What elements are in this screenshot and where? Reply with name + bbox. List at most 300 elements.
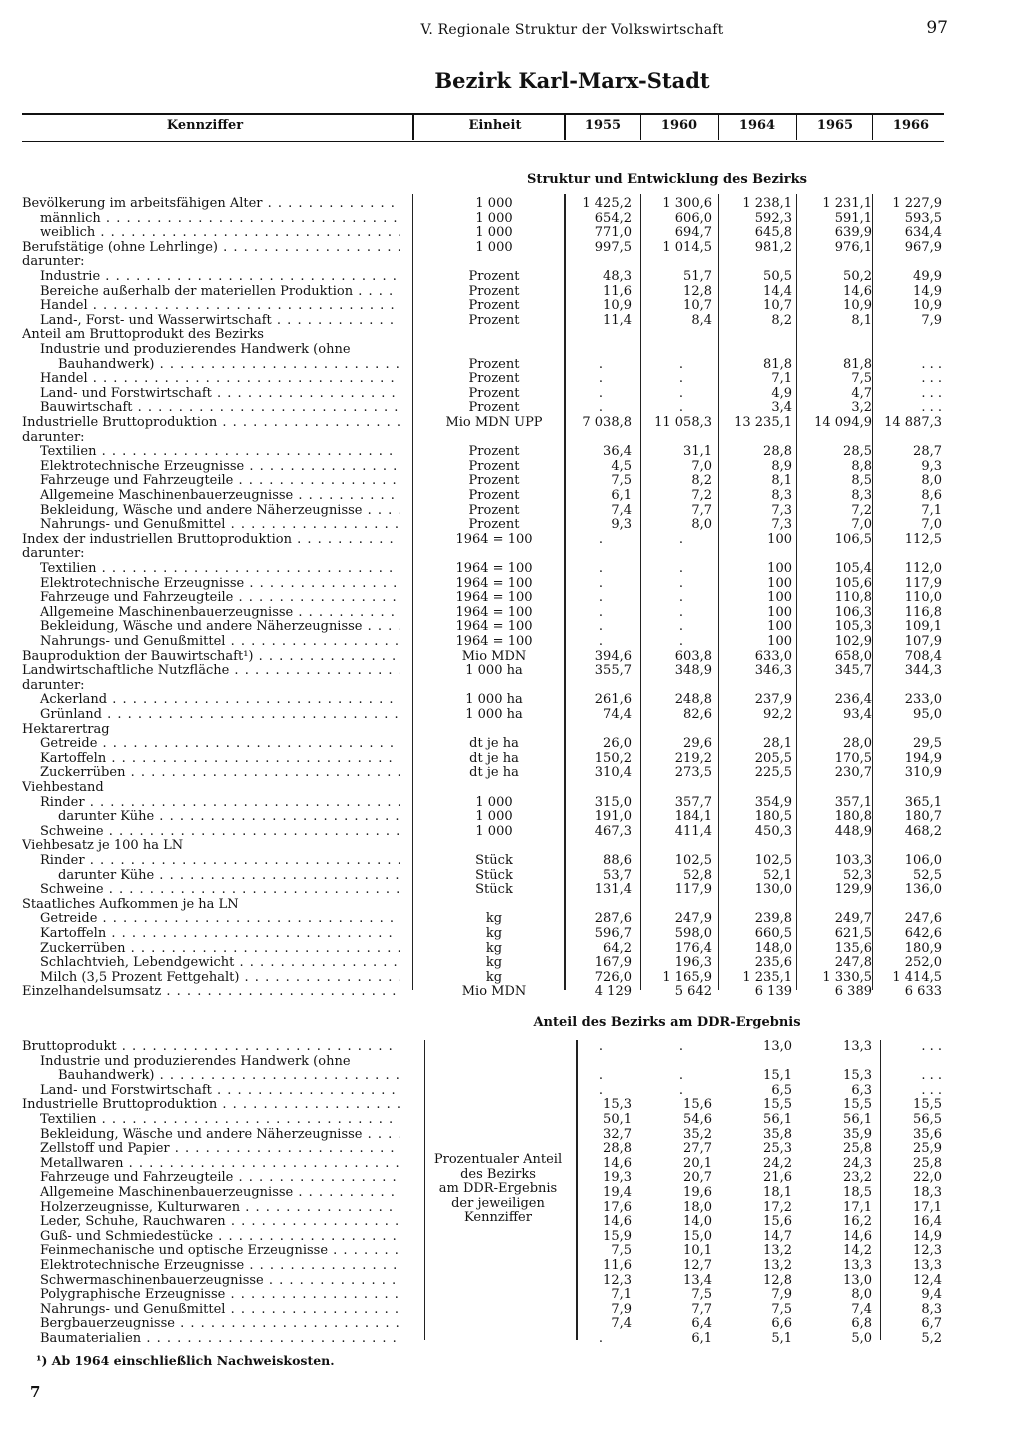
cell-value-1955: 15,9 [603,1228,632,1244]
row-unit: Mio MDN [461,984,527,1000]
row-unit: 1964 = 100 [455,561,533,576]
table-row [0,533,1024,548]
cell-value-1964: 354,9 [754,794,792,810]
cell-value-1955: 14,6 [603,1214,632,1230]
cell-value-1960: 54,6 [683,1112,712,1127]
cell-value-1955: 315,0 [594,794,632,810]
row-label: Grünland . . . [22,708,400,723]
row-label: Elektrotechnische Erzeugnisse . . . [22,460,400,475]
row-unit: 1964 = 100 [455,575,533,591]
cell-value-1960: 102,5 [674,853,712,868]
row-label: Staatliches Aufkommen je ha LN [22,897,239,912]
cell-value-1966: . . . [921,400,942,416]
cell-value-1955: 14,6 [603,1155,632,1171]
cell-value-1964: 13,2 [763,1243,792,1259]
row-label: Berufstätige (ohne Lehrlinge) . . . [22,241,400,256]
row-label: Allgemeine Maschinenbauerzeugnisse . . . [22,606,400,621]
cell-value-1955: 11,6 [603,283,632,299]
cell-value-1966: 247,6 [904,911,942,927]
cell-value-1964: 235,6 [754,955,792,971]
cell-value-1965: 6 389 [834,984,872,1000]
row-unit: dt je ha [469,750,519,766]
cell-value-1966: 252,0 [904,955,942,971]
cell-value-1955: 7,4 [611,1316,632,1332]
cell-value-1955: 394,6 [594,648,632,664]
header-bottom-rule [22,141,944,142]
share-unit-line: am DDR-Ergebnis [438,1181,558,1197]
row-unit: 1 000 [475,225,513,241]
cell-value-1964: 15,5 [763,1097,792,1113]
cell-value-1960: 411,4 [674,823,712,839]
cell-value-1960: . [678,604,684,620]
cell-value-1964: 100 [767,604,792,620]
cell-value-1964: 6,5 [771,1082,792,1098]
share-unit-line: Prozentualer Anteil [433,1152,563,1167]
cell-value-1965: 8,1 [851,312,872,328]
row-unit: Prozent [468,502,520,518]
cell-value-1965: 345,7 [834,663,872,679]
table-row [0,1084,1024,1099]
cell-value-1960: . [678,1068,684,1084]
table-row [0,299,1024,314]
row-label: männlich . . . [22,212,400,227]
cell-value-1955: . [598,385,604,401]
table-row [0,358,1024,373]
row-label: Nahrungs- und Genußmittel . . . [22,1303,400,1318]
table-row [0,1201,1024,1216]
cell-value-1960: . [678,356,684,372]
cell-value-1955: 355,7 [594,663,632,679]
cell-value-1965: 10,9 [843,298,872,314]
cell-value-1966: 56,5 [913,1112,942,1127]
row-label: Bekleidung, Wäsche und andere Näherzeugnisse . . . [22,620,400,635]
table-row [0,693,1024,708]
cell-value-1966: 233,0 [904,692,942,708]
cell-value-1955: 287,6 [594,911,632,927]
cell-value-1966: 344,3 [904,663,942,679]
cell-value-1964: 8,3 [771,488,792,503]
cell-value-1960: . [678,634,684,649]
cell-value-1964: 8,2 [771,312,792,328]
row-label: Kartoffeln . . . [22,927,400,942]
cell-value-1964: 28,8 [763,444,792,460]
cell-value-1965: 35,9 [843,1126,872,1142]
cell-value-1964: 50,5 [763,269,792,284]
row-label: weiblich . . . [22,226,400,241]
row-label: Einzelhandelsumsatz . . . [22,985,400,1000]
row-unit: Stück [475,853,513,868]
table-row [0,401,1024,416]
section-title-structure: Struktur und Entwicklung des Bezirks [527,172,807,187]
table-row [0,679,1024,694]
row-label: Bauwirtschaft . . . [22,401,400,416]
cell-value-1955: 150,2 [594,750,632,766]
cell-value-1966: 136,0 [904,882,942,898]
row-label: Industrie . . . [22,270,400,285]
row-label: Handel . . . [22,372,400,387]
cell-value-1966: 116,8 [904,604,942,620]
row-unit: Prozent [468,312,520,328]
cell-value-1964: 148,0 [754,940,792,956]
row-label: Ackerland . . . [22,693,400,708]
cell-value-1964: 100 [767,561,792,576]
row-label: Getreide . . . [22,912,400,927]
cell-value-1965: 6,8 [851,1316,872,1332]
cell-value-1960: . [678,619,684,635]
cell-value-1966: 95,0 [913,707,942,722]
table-row [0,372,1024,387]
row-label: Bevölkerung im arbeitsfähigen Alter . . . [22,197,400,212]
cell-value-1955: 771,0 [594,225,632,241]
cell-value-1955: . [598,531,604,547]
row-label: Rinder . . . [22,796,400,811]
table-row [0,883,1024,898]
cell-value-1965: 106,3 [834,604,872,620]
cell-value-1960: 13,4 [683,1272,712,1288]
cell-value-1965: 106,5 [834,531,872,547]
cell-value-1964: 7,3 [771,517,792,533]
page-title: Bezirk Karl-Marx-Stadt [434,68,710,93]
row-label: Allgemeine Maschinenbauerzeugnisse . . . [22,489,400,504]
row-label: darunter Kühe . . . [22,810,400,825]
table-row [0,854,1024,869]
cell-value-1960: 7,7 [691,1301,712,1317]
cell-value-1955: 50,1 [603,1112,632,1127]
row-unit: Prozent [468,371,520,387]
cell-value-1966: 365,1 [904,794,942,810]
cell-value-1964: 1 238,1 [742,196,792,211]
table-row [0,664,1024,679]
cell-value-1966: 112,0 [904,561,942,576]
cell-value-1966: 1 227,9 [892,196,942,211]
table-row [0,1040,1024,1055]
row-unit: 1 000 ha [465,663,523,679]
cell-value-1960: 598,0 [674,926,712,941]
row-label: Bauhandwerk) . . . [22,1069,400,1084]
cell-value-1964: 633,0 [754,648,792,664]
table-row [0,796,1024,811]
cell-value-1955: 596,7 [594,926,632,941]
cell-value-1960: . [678,1082,684,1098]
row-label: Nahrungs- und Genußmittel . . . [22,635,400,650]
cell-value-1965: 52,3 [843,867,872,883]
cell-value-1960: 20,7 [683,1170,712,1186]
cell-value-1955: 15,3 [603,1097,632,1113]
cell-value-1966: 17,1 [913,1199,942,1215]
row-unit: Mio MDN UPP [445,415,543,430]
row-label: Zuckerrüben . . . [22,942,400,957]
cell-value-1966: . . . [921,1068,942,1084]
cell-value-1965: 14,6 [843,283,872,299]
cell-value-1964: 92,2 [763,707,792,722]
row-unit: Prozent [468,517,520,533]
cell-value-1965: 7,0 [851,517,872,533]
share-unit-line: der jeweiligen [451,1195,545,1211]
cell-value-1965: 14,2 [843,1243,872,1259]
cell-value-1965: 16,2 [843,1214,872,1230]
table-row [0,869,1024,884]
cell-value-1966: 8,0 [921,473,942,489]
cell-value-1960: . [678,575,684,591]
cell-value-1955: 7,5 [611,473,632,489]
cell-value-1965: 8,8 [851,458,872,474]
cell-value-1955: 88,6 [603,853,632,868]
table-row [0,1113,1024,1128]
cell-value-1960: 1 300,6 [662,196,712,211]
table-row [0,416,1024,431]
cell-value-1955: 7,4 [611,502,632,518]
cell-value-1955: 11,6 [603,1258,632,1273]
row-unit: Prozent [468,473,520,489]
cell-value-1960: 603,8 [674,648,712,664]
cell-value-1960: 1 014,5 [662,239,712,255]
table-row [0,620,1024,635]
cell-value-1964: 239,8 [754,911,792,927]
cell-value-1966: 310,9 [904,765,942,781]
column-separator [412,114,414,140]
cell-value-1966: 25,9 [913,1141,942,1157]
row-label: Feinmechanische und optische Erzeugnisse . . . [22,1244,400,1259]
table-row [0,212,1024,227]
table-row [0,766,1024,781]
cell-value-1965: 105,6 [834,575,872,591]
cell-value-1955: 7,9 [611,1301,632,1317]
cell-value-1966: 15,5 [913,1097,942,1113]
cell-value-1965: 247,8 [834,955,872,971]
row-unit: kg [485,940,503,956]
table-row [0,708,1024,723]
row-label: Hektarertrag [22,722,110,737]
cell-value-1960: 357,7 [674,794,712,810]
table-row [0,956,1024,971]
cell-value-1964: 225,5 [754,765,792,781]
cell-value-1965: 357,1 [834,794,872,810]
cell-value-1966: 7,9 [921,312,942,328]
row-label: Guß- und Schmiedestücke . . . [22,1230,400,1245]
row-label: Baumaterialien . . . [22,1332,400,1347]
cell-value-1965: 976,1 [834,239,872,255]
row-label: Textilien . . . [22,1113,400,1128]
cell-value-1964: 12,8 [763,1272,792,1288]
cell-value-1960: 11 058,3 [654,415,712,430]
table-row [0,1098,1024,1113]
column-header-year: 1964 [738,118,776,133]
cell-value-1966: . . . [921,356,942,372]
row-unit: 1 000 [475,794,513,810]
cell-value-1964: 1 235,1 [742,969,792,985]
table-row [0,810,1024,825]
cell-value-1965: 14,6 [843,1228,872,1244]
cell-value-1966: 180,9 [904,940,942,956]
cell-value-1966: 5,2 [921,1331,942,1346]
row-unit: Stück [475,867,513,883]
cell-value-1955: 12,3 [603,1272,632,1288]
cell-value-1960: . [678,371,684,387]
cell-value-1960: 5 642 [674,984,712,1000]
cell-value-1964: 4,9 [771,385,792,401]
cell-value-1955: 36,4 [603,444,632,460]
row-unit: 1 000 [475,823,513,839]
cell-value-1965: 230,7 [834,765,872,781]
row-unit: Prozent [468,444,520,460]
cell-value-1960: 196,3 [674,955,712,971]
section-title-share: Anteil des Bezirks am DDR-Ergebnis [533,1015,801,1030]
row-label: Nahrungs- und Genußmittel . . . [22,518,400,533]
table-row [0,591,1024,606]
cell-value-1966: . . . [921,385,942,401]
cell-value-1966: 25,8 [913,1155,942,1171]
cell-value-1965: 639,9 [834,225,872,241]
cell-value-1955: 467,3 [594,823,632,839]
row-label: Fahrzeuge und Fahrzeugteile . . . [22,1171,400,1186]
row-label: darunter: [22,678,85,693]
cell-value-1955: 48,3 [603,269,632,284]
cell-value-1955: 6,1 [611,488,632,503]
cell-value-1955: 191,0 [594,809,632,825]
row-unit: Prozent [468,400,520,416]
row-unit: 1964 = 100 [455,619,533,635]
row-unit: Prozent [468,385,520,401]
row-unit: Mio MDN [461,648,527,664]
cell-value-1965: 103,3 [834,853,872,868]
cell-value-1964: 180,5 [754,809,792,825]
cell-value-1965: 25,8 [843,1141,872,1157]
cell-value-1955: . [598,634,604,649]
cell-value-1960: . [678,385,684,401]
cell-value-1965: 28,0 [843,736,872,752]
cell-value-1966: 6,7 [921,1316,942,1332]
cell-value-1966: 12,4 [913,1272,942,1288]
cell-value-1966: 642,6 [904,926,942,941]
cell-value-1966: 634,4 [904,225,942,241]
row-label: Index der industriellen Bruttoproduktion . . . [22,533,400,548]
cell-value-1955: 131,4 [594,882,632,898]
cell-value-1964: 7,3 [771,502,792,518]
cell-value-1964: 7,5 [771,1301,792,1317]
cell-value-1966: 112,5 [904,531,942,547]
cell-value-1966: 9,3 [921,458,942,474]
row-label: darunter: [22,255,85,270]
cell-value-1966: 22,0 [913,1170,942,1186]
table-row [0,226,1024,241]
cell-value-1960: 10,7 [683,298,712,314]
column-separator [796,114,797,140]
cell-value-1964: 237,9 [754,692,792,708]
table-row [0,635,1024,650]
table-row [0,1171,1024,1186]
cell-value-1966: 708,4 [904,648,942,664]
column-header-year: 1960 [660,118,698,133]
cell-value-1964: 25,3 [763,1141,792,1157]
row-unit: Prozent [468,488,520,503]
table-row [0,971,1024,986]
cell-value-1965: 7,5 [851,371,872,387]
table-row [0,489,1024,504]
row-label: Allgemeine Maschinenbauerzeugnisse . . . [22,1186,400,1201]
row-unit: kg [485,911,503,927]
cell-value-1955: 64,2 [603,940,632,956]
cell-value-1965: 7,4 [851,1301,872,1317]
row-unit: 1 000 ha [465,707,523,722]
cell-value-1960: 82,6 [683,707,712,722]
cell-value-1955: 11,4 [603,312,632,328]
table-row [0,474,1024,489]
cell-value-1960: 7,7 [691,502,712,518]
table-row [0,1055,1024,1070]
cell-value-1955: 4 129 [594,984,632,1000]
cell-value-1965: 7,2 [851,502,872,518]
cell-value-1955: 654,2 [594,210,632,226]
row-label: Land- und Forstwirtschaft . . . [22,387,400,402]
cell-value-1966: 6 633 [904,984,942,1000]
cell-value-1964: 52,1 [763,867,792,883]
cell-value-1966: . . . [921,1082,942,1098]
cell-value-1964: 6 139 [754,984,792,1000]
cell-value-1965: 249,7 [834,911,872,927]
cell-value-1960: 29,6 [683,736,712,752]
cell-value-1960: 20,1 [683,1155,712,1171]
table-row [0,1303,1024,1318]
row-label: Industrie und produzierendes Handwerk (ohne [40,343,351,357]
row-unit: dt je ha [469,736,519,752]
row-label: Landwirtschaftliche Nutzfläche . . . [22,664,400,679]
cell-value-1960: 15,6 [683,1097,712,1113]
row-label: Industrielle Bruttoproduktion . . . [22,1098,400,1113]
table-row [0,606,1024,621]
cell-value-1966: 49,9 [913,269,942,284]
row-unit: 1964 = 100 [455,604,533,620]
cell-value-1955: . [598,561,604,576]
table-row [0,343,1024,358]
cell-value-1966: 180,7 [904,809,942,825]
cell-value-1955: . [598,400,604,416]
cell-value-1955: 310,4 [594,765,632,781]
cell-value-1960: 51,7 [683,269,712,284]
header-top-rule [22,113,944,115]
row-label: Viehbesatz je 100 ha LN [22,839,184,854]
cell-value-1955: 53,7 [603,867,632,883]
row-label: Rinder . . . [22,854,400,869]
cell-value-1960: 7,5 [691,1287,712,1303]
cell-value-1965: 591,1 [834,210,872,226]
table-row [0,1244,1024,1259]
row-label: Kartoffeln . . . [22,752,400,767]
row-label: Industrielle Bruttoproduktion . . . [22,416,400,431]
row-label: Bekleidung, Wäsche und andere Näherzeugnisse . . . [22,1128,400,1143]
table-row [0,723,1024,738]
table-row [0,431,1024,446]
column-separator [564,114,566,140]
cell-value-1965: 81,8 [843,356,872,372]
row-unit: Prozent [468,269,520,284]
cell-value-1964: 3,4 [771,400,792,416]
cell-value-1966: 109,1 [904,619,942,635]
cell-value-1965: 448,9 [834,823,872,839]
table-row [0,547,1024,562]
row-label: Bauhandwerk) . . . [22,358,400,373]
cell-value-1965: 5,0 [851,1331,872,1346]
cell-value-1960: 19,6 [683,1185,712,1200]
cell-value-1965: 105,3 [834,619,872,635]
cell-value-1966: 14,9 [913,283,942,299]
cell-value-1964: 660,5 [754,926,792,941]
cell-value-1955: . [598,1039,604,1054]
cell-value-1965: 135,6 [834,940,872,956]
footnote: ¹) Ab 1964 einschließlich Nachweiskosten. [36,1353,335,1368]
cell-value-1955: . [598,575,604,591]
table-row [0,328,1024,343]
cell-value-1960: 247,9 [674,911,712,927]
